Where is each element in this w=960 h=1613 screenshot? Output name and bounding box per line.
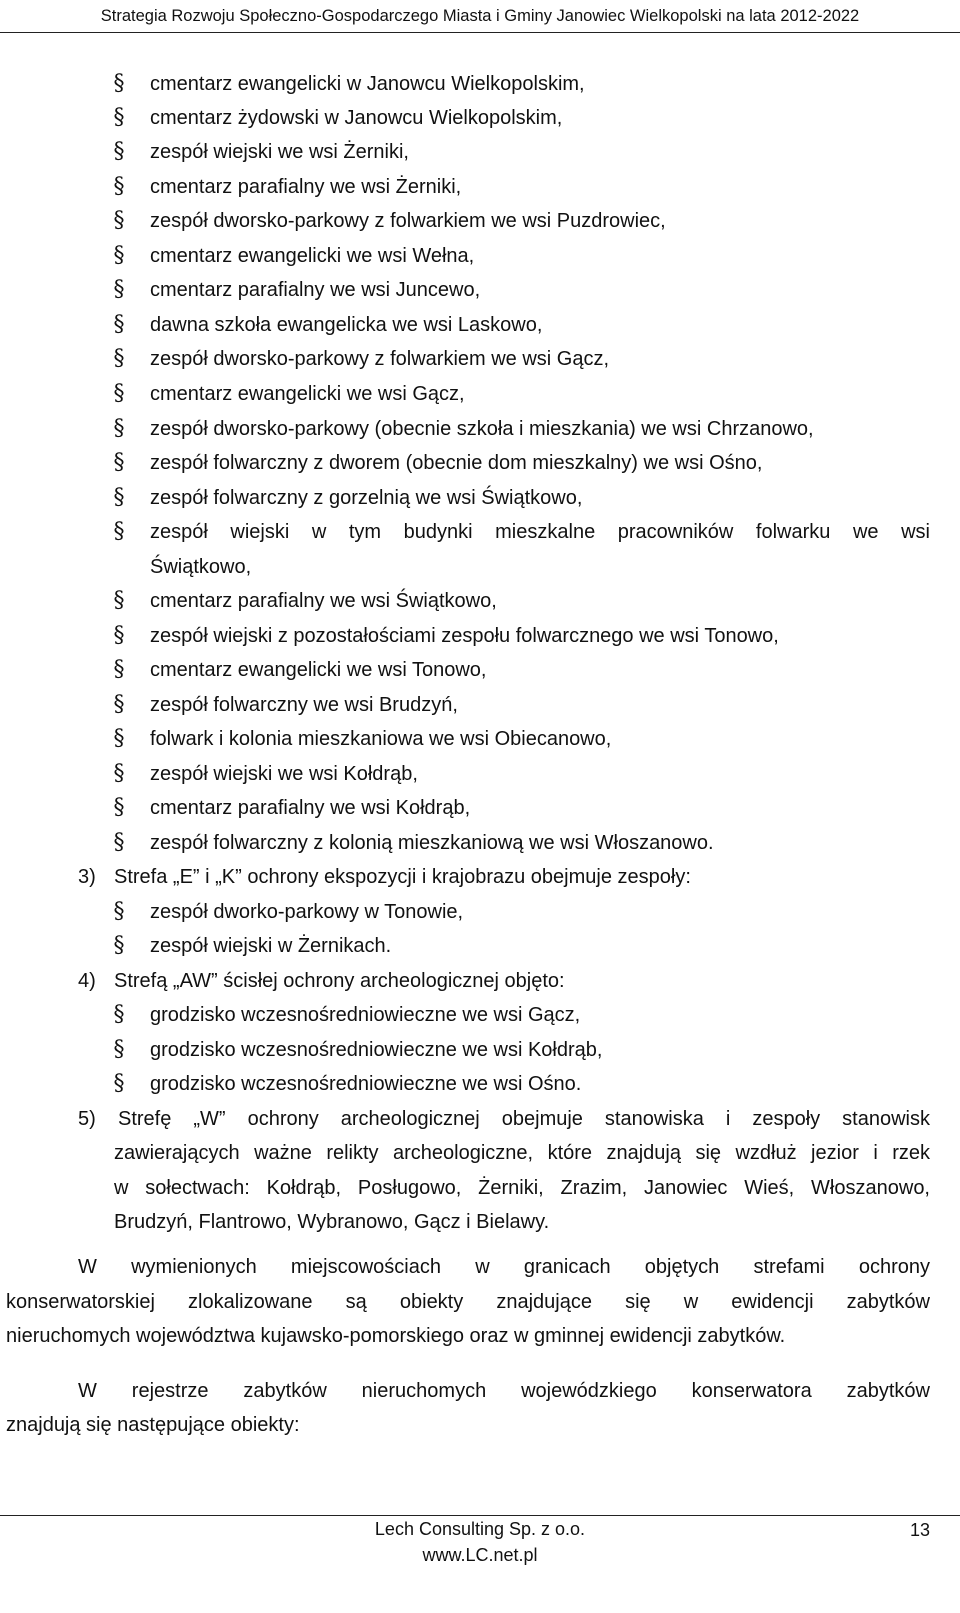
section-sign-icon: § (113, 519, 125, 544)
footer-divider (0, 1515, 960, 1516)
section-sign-icon: § (113, 243, 125, 268)
section-sign-icon: § (113, 416, 125, 441)
list-item: zespół folwarczny z dworem (obecnie dom mieszkalny) we wsi Ośno, (150, 452, 763, 474)
list-item: zespół dworsko-parkowy z folwarkiem we wsi Gącz, (150, 348, 610, 370)
section-sign-icon: § (113, 450, 125, 475)
list-item: zespół wiejski w tym budynki mieszkalne pracowników folwarku we wsi (150, 521, 930, 543)
item-number: 3) (78, 866, 96, 888)
section-sign-icon: § (113, 588, 125, 613)
list-item: cmentarz ewangelicki w Janowcu Wielkopolskim, (150, 73, 585, 95)
section-sign-icon: § (113, 312, 125, 337)
section-sign-icon: § (113, 830, 125, 855)
item-heading: Strefą „AW” ścisłej ochrony archeologicznej objęto: (114, 970, 565, 992)
section-sign-icon: § (113, 277, 125, 302)
list-item: cmentarz parafialny we wsi Żerniki, (150, 176, 462, 198)
section-sign-icon: § (113, 623, 125, 648)
section-sign-icon: § (113, 105, 125, 130)
list-item: dawna szkoła ewangelicka we wsi Laskowo, (150, 314, 543, 336)
section-sign-icon: § (113, 795, 125, 820)
list-item: grodzisko wczesnośredniowieczne we wsi Kołdrąb, (150, 1039, 603, 1061)
paragraph-line: konserwatorskiej zlokalizowane są obiekty znajdujące się w ewidencji zabytków (6, 1291, 930, 1313)
list-item: zespół dworsko-parkowy z folwarkiem we wsi Puzdrowiec, (150, 210, 666, 232)
paragraph-line: w sołectwach: Kołdrąb, Posługowo, Żerniki, Zrazim, Janowiec Wieś, Włoszanowo, (114, 1177, 930, 1199)
list-item: cmentarz ewangelicki we wsi Gącz, (150, 383, 465, 405)
paragraph-line: Brudzyń, Flantrowo, Wybranowo, Gącz i Bielawy. (114, 1211, 550, 1233)
list-item: zespół dworsko-parkowy (obecnie szkoła i mieszkania) we wsi Chrzanowo, (150, 418, 814, 440)
section-sign-icon: § (113, 657, 125, 682)
section-sign-icon: § (113, 174, 125, 199)
section-sign-icon: § (113, 726, 125, 751)
list-item: zespół dworko-parkowy w Tonowie, (150, 901, 464, 923)
paragraph-line: zawierających ważne relikty archeologiczne, które znajdują się wzdłuż jezior i rzek (114, 1142, 930, 1164)
list-item: cmentarz żydowski w Janowcu Wielkopolskim, (150, 107, 563, 129)
page-header (0, 0, 960, 33)
list-item: zespół folwarczny we wsi Brudzyń, (150, 694, 458, 716)
section-sign-icon: § (113, 139, 125, 164)
list-item: cmentarz parafialny we wsi Świątkowo, (150, 590, 497, 612)
section-sign-icon: § (113, 899, 125, 924)
item-number: 4) (78, 970, 96, 992)
list-item: zespół wiejski z pozostałościami zespołu folwarcznego we wsi Tonowo, (150, 625, 779, 647)
page-number: 13 (909, 1520, 930, 1540)
list-item: zespół folwarczny z gorzelnią we wsi Świątkowo, (150, 487, 583, 509)
list-item: folwark i kolonia mieszkaniowa we wsi Obiecanowo, (150, 728, 612, 750)
section-sign-icon: § (113, 208, 125, 233)
section-sign-icon: § (113, 1037, 125, 1062)
section-sign-icon: § (113, 346, 125, 371)
paragraph-line: znajdują się następujące obiekty: (6, 1414, 300, 1436)
footer-company: Lech Consulting Sp. z o.o. (374, 1519, 586, 1539)
list-item: grodzisko wczesnośredniowieczne we wsi Ośno. (150, 1073, 582, 1095)
item-number: 5) (78, 1108, 96, 1130)
document-title: Strategia Rozwoju Społeczno-Gospodarczego Miasta i Gminy Janowiec Wielkopolski na lata 2012-2022 (100, 7, 860, 25)
section-sign-icon: § (113, 485, 125, 510)
list-item: cmentarz ewangelicki we wsi Tonowo, (150, 659, 487, 681)
section-sign-icon: § (113, 381, 125, 406)
list-item: grodzisko wczesnośredniowieczne we wsi Gącz, (150, 1004, 581, 1026)
footer-website[interactable]: www.LC.net.pl (422, 1545, 538, 1565)
list-item: cmentarz parafialny we wsi Kołdrąb, (150, 797, 471, 819)
list-item: cmentarz parafialny we wsi Juncewo, (150, 279, 481, 301)
list-item: cmentarz ewangelicki we wsi Wełna, (150, 245, 475, 267)
paragraph-line: W rejestrze zabytków nieruchomych wojewódzkiego konserwatora zabytków (78, 1380, 930, 1402)
section-sign-icon: § (113, 71, 125, 96)
section-sign-icon: § (113, 761, 125, 786)
section-sign-icon: § (113, 1002, 125, 1027)
paragraph-line: W wymienionych miejscowościach w granicach objętych strefami ochrony (78, 1256, 930, 1278)
list-item: zespół folwarczny z kolonią mieszkaniową we wsi Włoszanowo. (150, 832, 714, 854)
list-item-continuation: Świątkowo, (150, 556, 252, 578)
paragraph-line: nieruchomych województwa kujawsko-pomorskiego oraz w gminnej ewidencji zabytków. (6, 1325, 786, 1347)
item-heading: Strefa „E” i „K” ochrony ekspozycji i krajobrazu obejmuje zespoły: (114, 866, 691, 888)
list-item: zespół wiejski we wsi Kołdrąb, (150, 763, 418, 785)
list-item: zespół wiejski we wsi Żerniki, (150, 141, 409, 163)
section-sign-icon: § (113, 1071, 125, 1096)
section-sign-icon: § (113, 692, 125, 717)
section-sign-icon: § (113, 933, 125, 958)
paragraph-line: Strefę „W” ochrony archeologicznej obejmuje stanowiska i zespoły stanowisk (118, 1108, 930, 1130)
list-item: zespół wiejski w Żernikach. (150, 935, 392, 957)
